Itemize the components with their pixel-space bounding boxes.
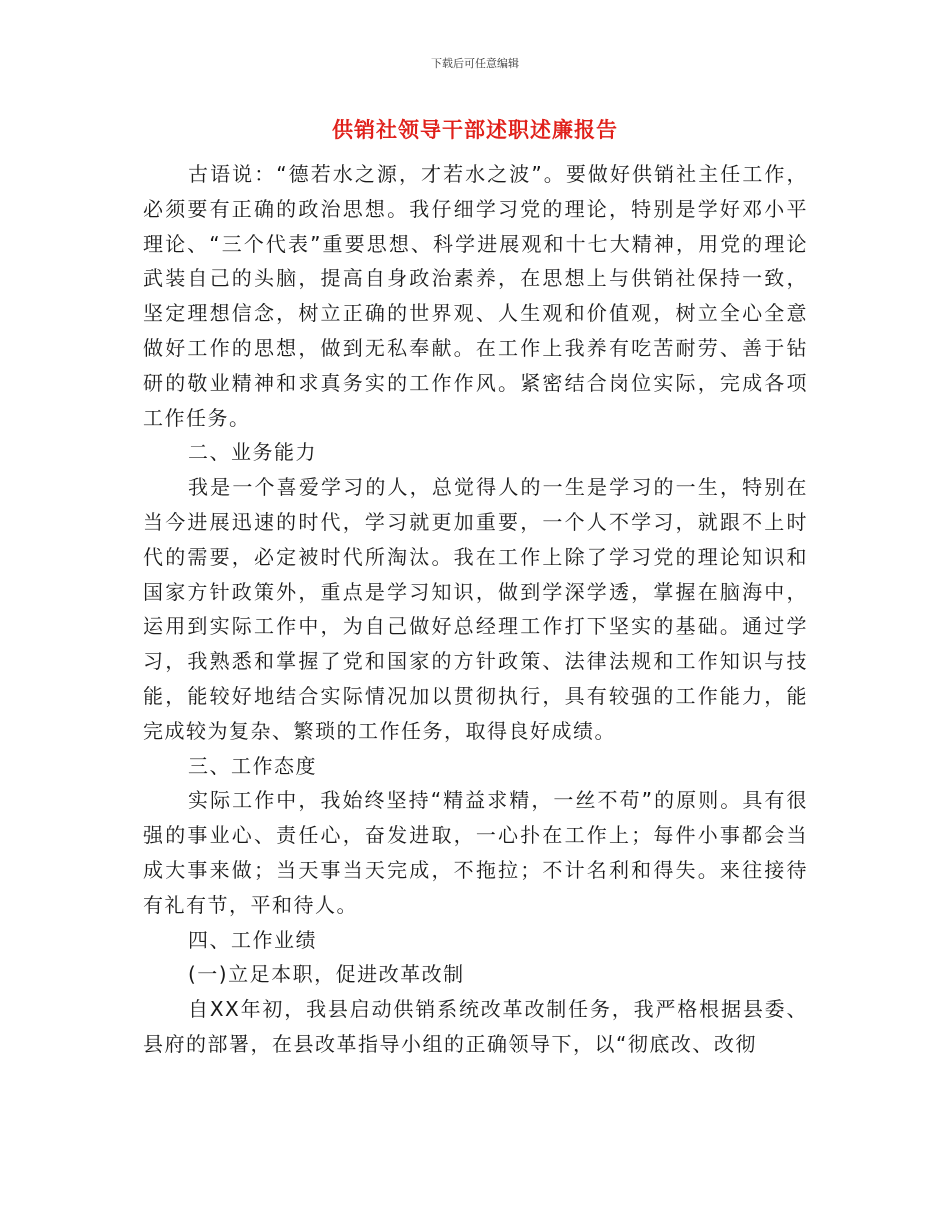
paragraph-reform: 自XX年初，我县启动供销系统改革改制任务，我严格根据县委、县府的部署，在县改革指导小组的正确领导下，以“彻底改、改彻 (143, 997, 808, 1056)
section-heading-work-attitude: 三、工作态度 (188, 753, 317, 778)
section-heading-business-ability: 二、业务能力 (188, 440, 317, 465)
section-heading-work-achievements: 四、工作业绩 (188, 927, 317, 952)
document-body (143, 157, 808, 1062)
subheading-reform: (一)立足本职，促进改革改制 (188, 962, 465, 987)
paragraph-work-attitude: 实际工作中，我始终坚持“精益求精，一丝不苟”的原则。具有很强的事业心、责任心，奋发进取，一心扑在工作上；每件小事都会当成大事来做；当天事当天完成，不拖拉；不计名利和得失。来往接待有礼有节，平和待人。 (143, 788, 808, 917)
document-title: 供销社领导干部述职述廉报告 (332, 117, 618, 142)
header-note: 下载后可任意编辑 (431, 57, 519, 70)
paragraph-intro: 古语说：“德若水之源，才若水之波”。要做好供销社主任工作，必须要有正确的政治思想。我仔细学习党的理论，特别是学好邓小平理论、“三个代表”重要思想、科学进展观和十七大精神，用党的理论武装自己的头脑，提高自身政治素养，在思想上与供销社保持一致，坚定理想信念，树立正确的世界观、人生观和价值观，树立全心全意做好工作的思想，做到无私奉献。在工作上我养有吃苦耐劳、善于钻研的敬业精神和求真务实的工作作风。紧密结合岗位实际，完成各项工作任务。 (143, 162, 808, 430)
paragraph-business-ability: 我是一个喜爱学习的人，总觉得人的一生是学习的一生，特别在当今进展迅速的时代，学习就更加重要，一个人不学习，就跟不上时代的需要，必定被时代所淘汰。我在工作上除了学习党的理论知识和国家方针政策外，重点是学习知识，做到学深学透，掌握在脑海中，运用到实际工作中，为自己做好总经理工作打下坚实的基础。通过学习，我熟悉和掌握了党和国家的方针政策、法律法规和工作知识与技能，能较好地结合实际情况加以贯彻执行，具有较强的工作能力，能完成较为复杂、繁琐的工作任务，取得良好成绩。 (143, 475, 808, 743)
